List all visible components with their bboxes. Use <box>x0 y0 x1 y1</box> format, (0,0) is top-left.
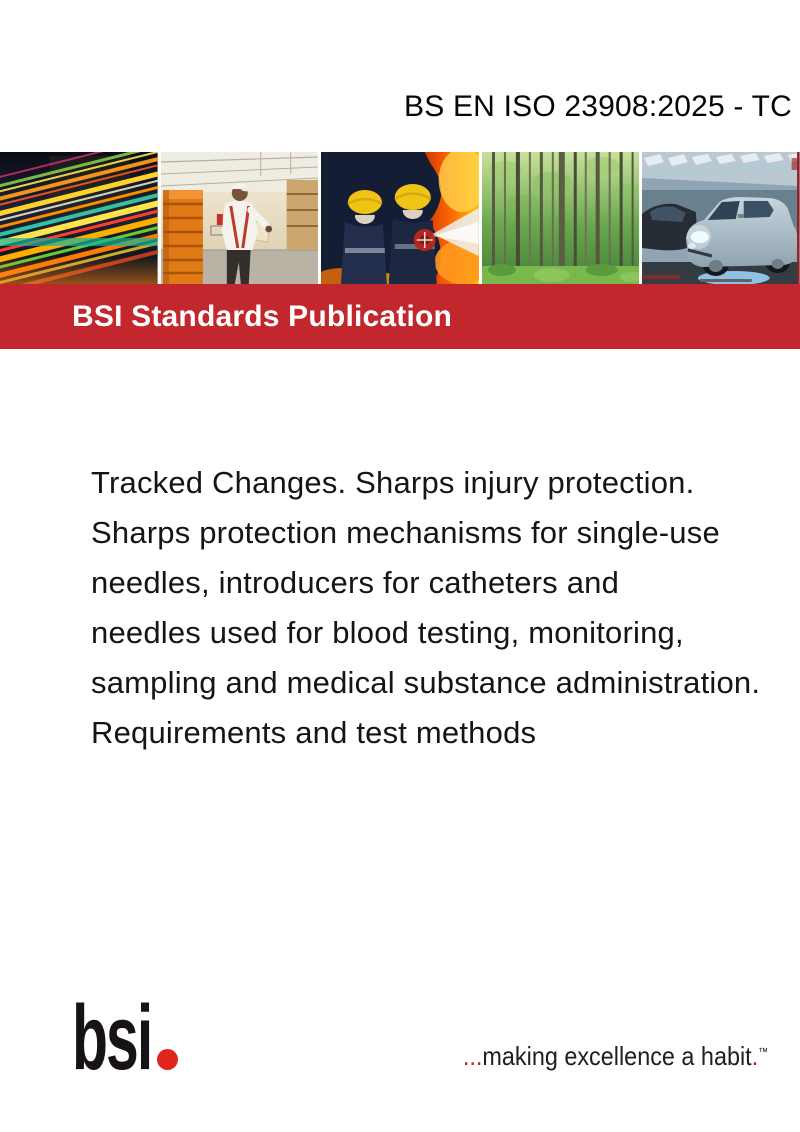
title-line: Requirements and test methods <box>91 715 537 750</box>
trademark-symbol: ™ <box>758 1046 768 1059</box>
tagline-text: making excellence a habit <box>482 1041 752 1071</box>
car-assembly-photo <box>642 152 800 284</box>
tagline <box>463 1041 768 1072</box>
title-line: sampling and medical substance administration. <box>91 665 761 700</box>
tagline-ellipsis: ... <box>462 1041 483 1071</box>
bsi-logo-red-dot-icon <box>157 1049 178 1070</box>
light-trails-photo <box>0 152 158 284</box>
warehouse-worker-photo <box>161 152 319 284</box>
title-line: Tracked Changes. Sharps injury protection. <box>91 465 695 500</box>
title-line: needles, introducers for catheters and <box>91 565 620 600</box>
tagline-period: . <box>751 1041 759 1071</box>
document-reference: BS EN ISO 23908:2025 - TC <box>404 90 792 123</box>
forest-photo <box>482 152 640 284</box>
bsi-logo: bsi <box>72 987 152 1089</box>
document-title <box>91 458 791 758</box>
title-line: Sharps protection mechanisms for single-use <box>91 515 720 550</box>
title-line: needles used for blood testing, monitoring, <box>91 615 684 650</box>
firefighters-photo <box>321 152 479 284</box>
publication-banner <box>0 284 800 349</box>
banner-label: BSI Standards Publication <box>72 299 453 333</box>
photo-strip <box>0 152 800 284</box>
